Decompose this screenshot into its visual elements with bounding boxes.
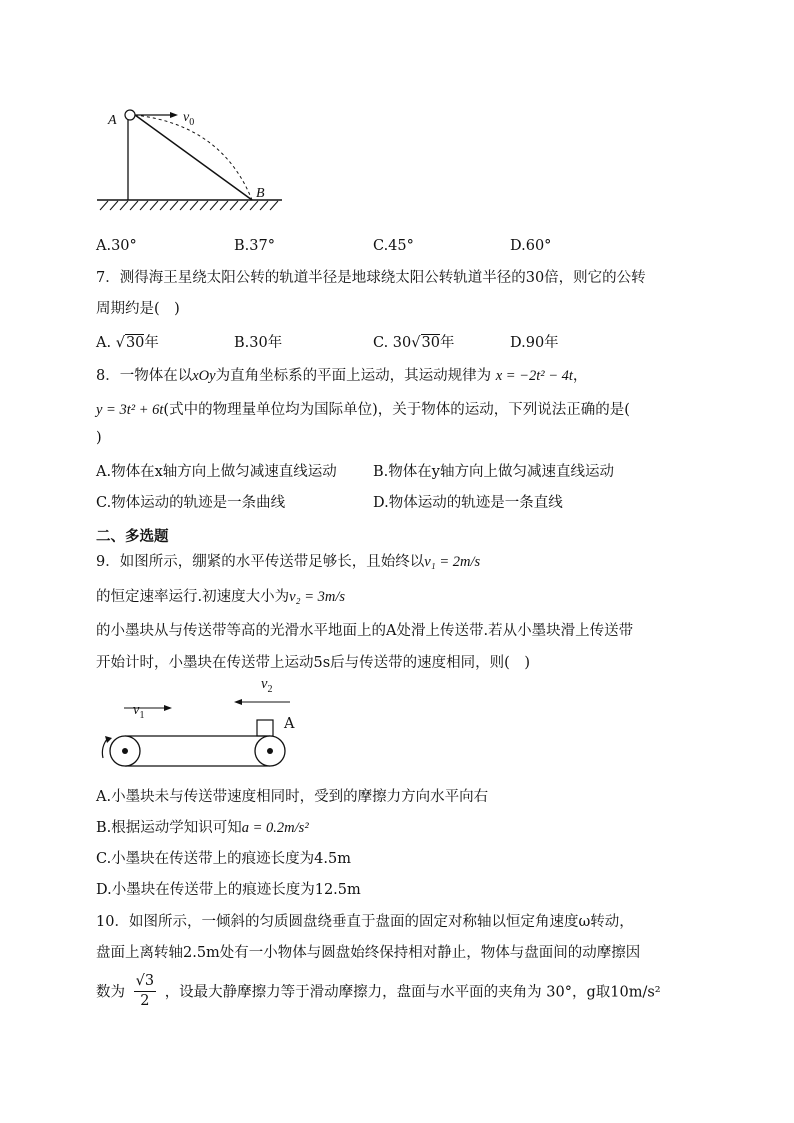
q9-stem-line2: 的恒定速率运行.初速度大小为v₂ = 3m/s bbox=[96, 589, 346, 605]
q8-stem-line1: 8．一物体在以xOy为直角坐标系的平面上运动，其运动规律为 x = −2t² − 4t， bbox=[96, 368, 588, 384]
q6-option-d: D.60° bbox=[510, 238, 552, 254]
q8-option-d: D.物体运动的轨迹是一条直线 bbox=[373, 495, 563, 511]
q8-stem-line3: ) bbox=[96, 430, 102, 446]
conveyor-belt-figure bbox=[94, 678, 304, 778]
q7-stem-line2: 周期约是( ) bbox=[96, 301, 180, 317]
q8-option-c: C.物体运动的轨迹是一条曲线 bbox=[96, 495, 286, 511]
q6-option-c: C.45° bbox=[373, 238, 414, 254]
block-a-label: A bbox=[284, 716, 295, 732]
q6-option-b: B.37° bbox=[234, 238, 275, 254]
q9-option-d: D.小墨块在传送带上的痕迹长度为12.5m bbox=[96, 882, 361, 898]
q9-stem-line4: 开始计时，小墨块在传送带上运动5s后与传送带的速度相同，则( ) bbox=[96, 655, 530, 671]
q9-option-c: C.小墨块在传送带上的痕迹长度为4.5m bbox=[96, 851, 351, 867]
q7-option-b: B.30年 bbox=[234, 335, 283, 351]
q9-option-b: B.根据运动学知识可知a = 0.2m/s² bbox=[96, 820, 309, 836]
q7-stem-line1: 7．测得海王星绕太阳公转的轨道半径是地球绕太阳公转轨道半径的30倍，则它的公转 bbox=[96, 270, 646, 286]
q8-option-b: B.物体在y轴方向上做匀减速直线运动 bbox=[373, 464, 614, 480]
q9-stem-line1: 9．如图所示，绷紧的水平传送带足够长，且始终以v₁ = 2m/s bbox=[96, 554, 481, 570]
q7-option-c: C. 30√30年 bbox=[373, 335, 455, 351]
q8-stem-line2: y = 3t² + 6t(式中的物理量单位均为国际单位)，关于物体的运动，下列说法正确的是( bbox=[96, 402, 630, 418]
q10-stem-line3: 数为 $\frac{√3}{2}$ ，设最大静摩擦力等于滑动摩擦力，盘面与水平面的夹角为 30°，g取10m/s² bbox=[96, 973, 661, 1009]
point-b-label: B bbox=[256, 186, 265, 201]
friction-coefficient-fraction: $\frac{√3}{2}$ bbox=[135, 973, 155, 1009]
q10-stem-line2: 盘面上离转轴2.5m处有一小物体与圆盘始终保持相对静止，物体与盘面间的动摩擦因 bbox=[96, 945, 641, 961]
q6-option-a: A.30° bbox=[96, 238, 137, 254]
belt-speed-v1-label: $v_1$ bbox=[133, 702, 145, 721]
q10-stem-line1: 10．如图所示，一倾斜的匀质圆盘绕垂直于盘面的固定对称轴以恒定角速度ω转动， bbox=[96, 914, 634, 930]
block-speed-v2-label: $v_2$ bbox=[261, 676, 273, 695]
q7-option-d: D.90年 bbox=[510, 335, 559, 351]
q9-stem-line3: 的小墨块从与传送带等高的光滑水平地面上的A处滑上传送带.若从小墨块滑上传送带 bbox=[96, 623, 634, 639]
q9-option-a: A.小墨块未与传送带速度相同时，受到的摩擦力方向水平向右 bbox=[96, 789, 489, 805]
point-a-label: A bbox=[108, 113, 117, 128]
section-title: 二、多选题 bbox=[96, 528, 169, 545]
q8-option-a: A.物体在x轴方向上做匀减速直线运动 bbox=[96, 464, 337, 480]
velocity-v0-label: $v_0$ bbox=[183, 110, 195, 128]
q7-option-a: A. √30年 bbox=[96, 335, 159, 351]
